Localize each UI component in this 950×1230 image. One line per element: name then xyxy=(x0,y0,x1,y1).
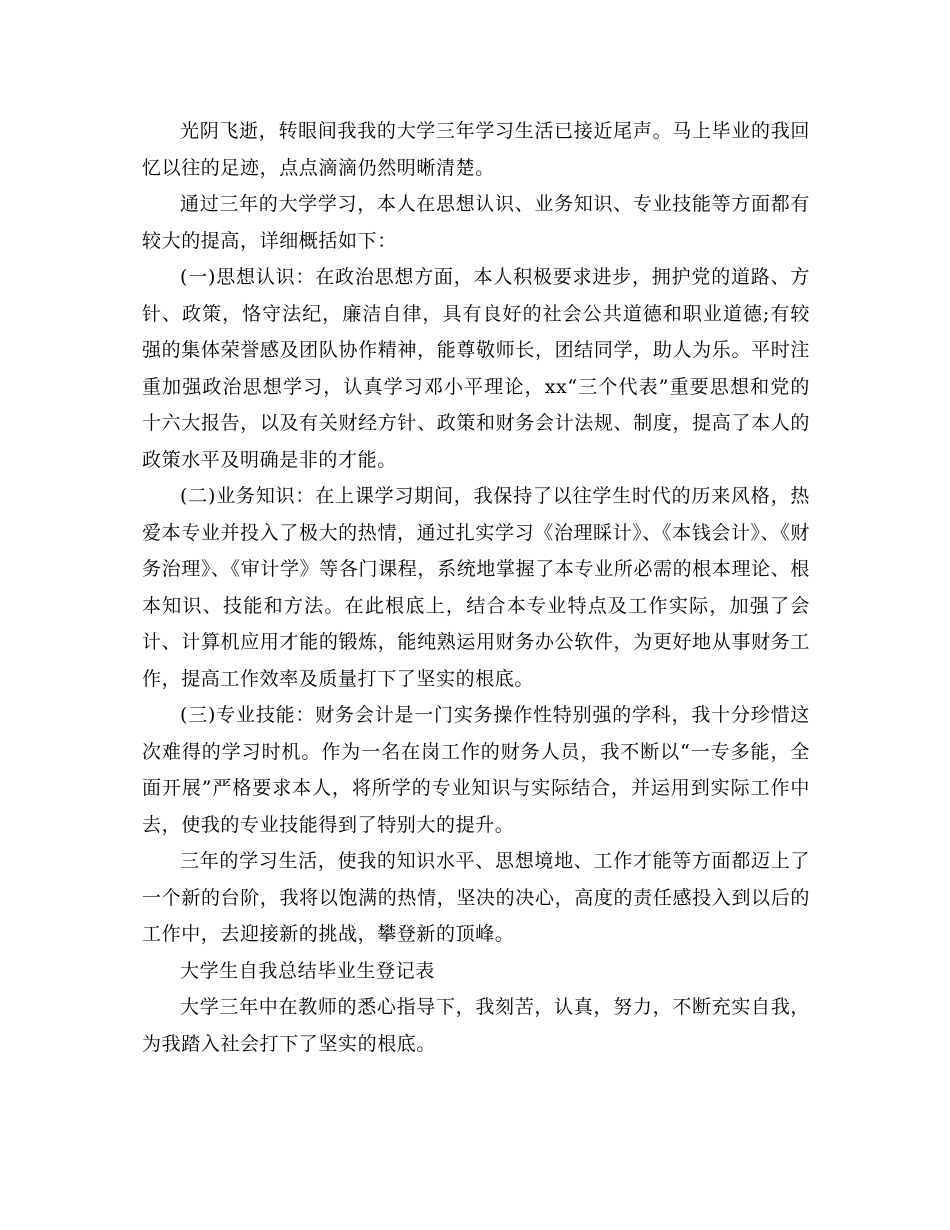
paragraph-overview: 通过三年的大学学习，本人在思想认识、业务知识、专业技能等方面都有较大的提高，详细概括如下： xyxy=(142,193,810,252)
paragraph-professional-skills: (三)专业技能：财务会计是一门实务操作性特别强的学科，我十分珍惜这次难得的学习时机。作为一名在岗工作的财务人员，我不断以“一专多能，全面开展”严格要求本人，将所学的专业知识与实际结合，并运用到实际工作中去，使我的专业技能得到了特别大的提升。 xyxy=(142,704,810,836)
section-heading: 大学生自我总结毕业生登记表 xyxy=(180,959,435,982)
paragraph-conclusion: 三年的学习生活，使我的知识水平、思想境地、工作才能等方面都迈上了一个新的台阶，我将以饱满的热情，坚决的决心，高度的责任感投入到以后的工作中，去迎接新的挑战，攀登新的顶峰。 xyxy=(142,850,810,945)
paragraph-ideology: (一)思想认识：在政治思想方面，本人积极要求进步，拥护党的道路、方针、政策，恪守法纪，廉洁自律，具有良好的社会公共道德和职业道德;有较强的集体荣誉感及团队协作精神，能尊敬师长，团结同学，助人为乐。平时注重加强政治思想学习，认真学习邓小平理论，xx“三个代表”重要思想和党的十六大报告，以及有关财经方针、政策和财务会计法规、制度，提高了本人的政策水平及明确是非的才能。 xyxy=(142,266,810,471)
paragraph-business-knowledge: (二)业务知识：在上课学习期间，我保持了以往学生时代的历来风格，热爱本专业并投入了极大的热情，通过扎实学习《治理睬计》、《本钱会计》、《财务治理》、《审计学》等各门课程，系统地掌握了本专业所必需的根本理论、根本知识、技能和方法。在此根底上，结合本专业特点及工作实际，加强了会计、计算机应用才能的锻炼，能纯熟运用财务办公软件，为更好地从事财务工作，提高工作效率及质量打下了坚实的根底。 xyxy=(142,485,810,690)
paragraph-intro: 光阴飞逝，转眼间我我的大学三年学习生活已接近尾声。马上毕业的我回忆以往的足迹，点点滴滴仍然明晰清楚。 xyxy=(142,120,810,179)
document-body xyxy=(142,113,810,1062)
paragraph-closing: 大学三年中在教师的悉心指导下，我刻苦，认真，努力，不断充实自我，为我踏入社会打下了坚实的根底。 xyxy=(142,996,810,1055)
